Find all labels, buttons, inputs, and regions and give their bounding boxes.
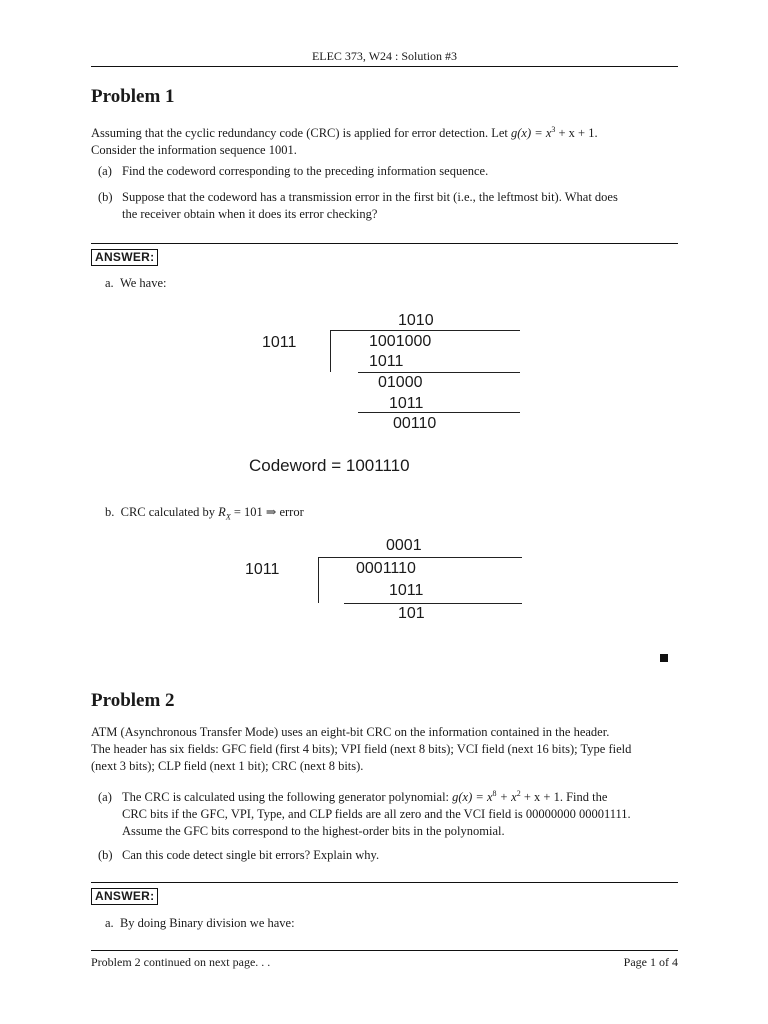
division-a-remainder-1: 01000 <box>378 374 423 391</box>
division-b-rule-1 <box>344 603 522 604</box>
item-gx: g(x) = x <box>452 790 493 805</box>
problem-2-intro <box>91 724 678 775</box>
item-mid: + x <box>496 790 517 805</box>
footer-continued: Problem 2 continued on next page. . . <box>91 955 271 969</box>
part-text-pre: CRC calculated by <box>120 505 219 519</box>
part-label: a. <box>105 276 114 290</box>
problem-1-item-b <box>98 189 678 223</box>
division-a-step-1: 1011 <box>369 353 404 370</box>
p1-part-b <box>105 504 304 522</box>
problem-2-item-a <box>98 785 678 840</box>
division-b-remainder: 101 <box>398 605 425 622</box>
problem-1-intro <box>91 121 678 159</box>
item-line-1-post: + x + 1. Find the <box>520 790 608 805</box>
division-a-remainder-2: 00110 <box>393 415 437 432</box>
header-rule <box>91 66 678 67</box>
division-a-divisor: 1011 <box>262 334 297 351</box>
rx-subscript: X <box>225 512 231 522</box>
division-b-bar <box>318 557 522 558</box>
part-text-post: = 101 ⇒ error <box>230 505 304 519</box>
division-b-quotient: 0001 <box>386 537 422 554</box>
answer-rule-1 <box>91 243 678 244</box>
intro-line-3: (next 3 bits); CLP field (next 1 bit); CRC (next 8 bits). <box>91 759 364 773</box>
item-text-line-2: the receiver obtain when it does its error checking? <box>122 207 378 221</box>
intro-line-2: The header has six fields: GFC field (first 4 bits); VPI field (next 8 bits); VCI field (next 16 bits); Type field <box>91 742 632 756</box>
division-a-rule-2 <box>358 412 520 413</box>
item-line-1-pre: The CRC is calculated using the following generator polynomial: <box>122 790 453 805</box>
part-text: We have: <box>119 276 167 290</box>
p2-part-a <box>105 916 295 931</box>
part-label: a. <box>105 916 114 930</box>
qed-square-icon <box>660 654 668 662</box>
intro-line-2: Consider the information sequence 1001. <box>91 143 297 158</box>
intro-text-a: Assuming that the cyclic redundancy code (CRC) is applied for error detection. Let <box>91 126 512 141</box>
division-a-bar <box>330 330 520 331</box>
problem-2-title: Problem 2 <box>91 690 175 711</box>
item-text-line-1: Suppose that the codeword has a transmission error in the first bit (i.e., the leftmost bit). What does <box>122 190 618 204</box>
problem-1-item-a <box>98 163 678 180</box>
item-label: (b) <box>98 190 113 204</box>
answer-label-2: ANSWER: <box>91 888 158 905</box>
p1-part-a <box>105 276 166 291</box>
division-b-bracket <box>318 557 319 603</box>
item-label: (b) <box>98 848 113 862</box>
part-text: By doing Binary division we have: <box>119 916 295 930</box>
problem-1-title: Problem 1 <box>91 86 175 107</box>
footer-page-number: Page 1 of 4 <box>623 955 678 969</box>
division-b-divisor: 1011 <box>245 561 280 578</box>
part-label: b. <box>105 505 115 519</box>
item-exp-2: 2 <box>516 789 521 798</box>
item-line-3: Assume the GFC bits correspond to the highest-order bits in the polynomial. <box>122 824 505 839</box>
item-text: Can this code detect single bit errors? Explain why. <box>122 848 380 862</box>
rx-symbol: R <box>218 505 226 519</box>
division-a-dividend: 1001000 <box>369 333 432 350</box>
answer-label-1: ANSWER: <box>91 249 158 266</box>
problem-2-item-b <box>98 847 678 864</box>
intro-line-1: ATM (Asynchronous Transfer Mode) uses an eight-bit CRC on the information contained in the header. <box>91 725 610 739</box>
item-line-2: CRC bits if the GFC, VPI, Type, and CLP fields are all zero and the VCI field is 00000000 00001111. <box>122 807 631 822</box>
footer-rule <box>91 950 678 951</box>
division-a-step-2: 1011 <box>389 395 424 412</box>
running-header: ELEC 373, W24 : Solution #3 <box>311 49 458 63</box>
codeword-result: Codeword = 1001110 <box>249 456 410 475</box>
item-exp-1: 8 <box>492 789 497 798</box>
answer-rule-2 <box>91 882 678 883</box>
division-a-bracket <box>330 330 331 372</box>
division-b-step-1: 1011 <box>389 582 424 599</box>
intro-exp: 3 <box>551 125 556 134</box>
intro-text-b: + x + 1. <box>555 126 598 141</box>
item-text: Find the codeword corresponding to the preceding information sequence. <box>122 164 489 178</box>
division-a-quotient: 1010 <box>398 312 434 329</box>
division-b-dividend: 0001110 <box>356 560 416 577</box>
intro-gx: g(x) = x <box>511 126 552 141</box>
item-label: (a) <box>98 164 112 178</box>
division-a-rule-1 <box>358 372 520 373</box>
item-label: (a) <box>98 790 112 805</box>
